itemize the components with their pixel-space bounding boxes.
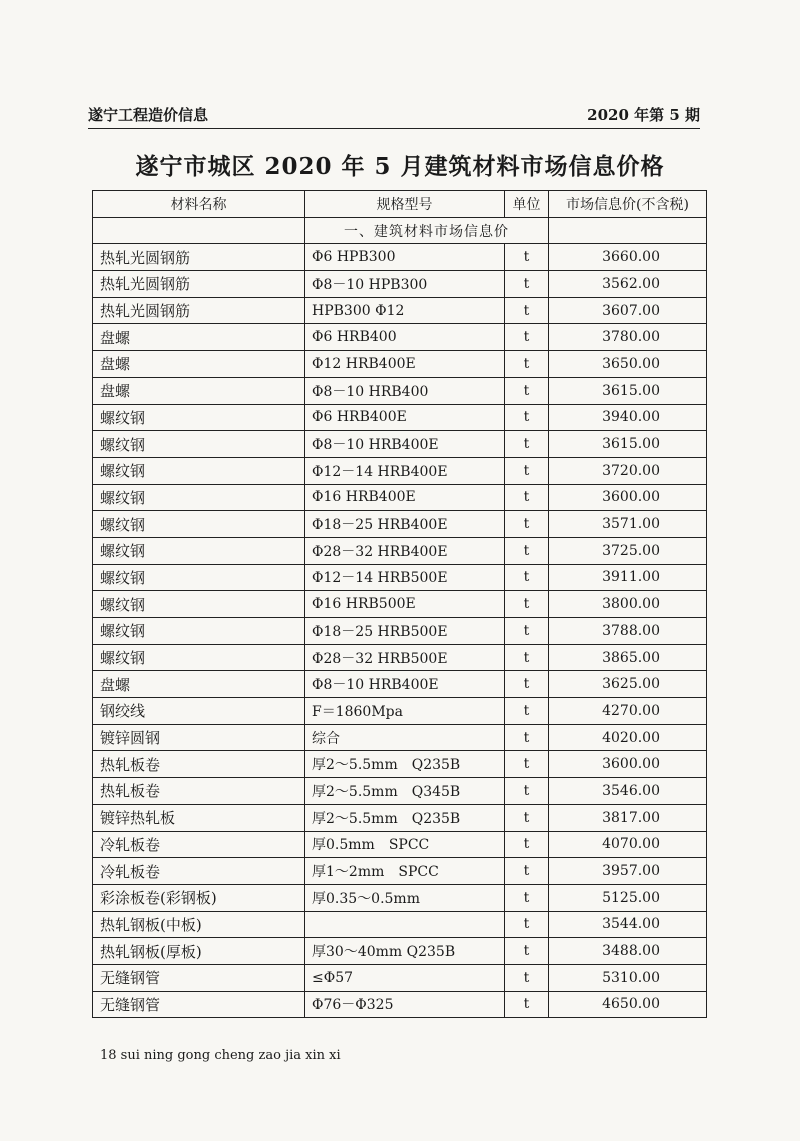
material-spec: 厚2～5.5mm Q235B xyxy=(305,804,505,831)
material-name: 钢绞线 xyxy=(93,698,305,725)
material-name: 螺纹钢 xyxy=(93,591,305,618)
material-price: 3600.00 xyxy=(549,484,707,511)
material-price: 3725.00 xyxy=(549,537,707,564)
material-unit: t xyxy=(505,911,549,938)
material-spec: ≤Φ57 xyxy=(305,964,505,991)
material-unit: t xyxy=(505,671,549,698)
material-name: 螺纹钢 xyxy=(93,537,305,564)
material-unit: t xyxy=(505,591,549,618)
page-title: 遂宁市城区 2020 年 5 月建筑材料市场信息价格 xyxy=(135,153,665,180)
material-name: 热轧光圆钢筋 xyxy=(93,271,305,298)
material-price: 3780.00 xyxy=(549,324,707,351)
material-price: 3865.00 xyxy=(549,644,707,671)
table-row xyxy=(93,698,707,725)
material-unit: t xyxy=(505,644,549,671)
material-price: 5310.00 xyxy=(549,964,707,991)
table-row xyxy=(93,778,707,805)
table-row xyxy=(93,671,707,698)
material-name: 热轧板卷 xyxy=(93,751,305,778)
table-row xyxy=(93,484,707,511)
material-name: 热轧光圆钢筋 xyxy=(93,297,305,324)
col-header-spec: 规格型号 xyxy=(305,191,505,218)
table-row xyxy=(93,804,707,831)
material-spec: 厚1～2mm SPCC xyxy=(305,858,505,885)
material-spec: Φ18－25 HRB500E xyxy=(305,618,505,645)
material-price: 3720.00 xyxy=(549,457,707,484)
material-unit: t xyxy=(505,431,549,458)
material-spec: Φ28－32 HRB500E xyxy=(305,644,505,671)
table-row xyxy=(93,831,707,858)
material-spec: 厚2～5.5mm Q345B xyxy=(305,778,505,805)
material-spec: Φ8－10 HRB400E xyxy=(305,671,505,698)
material-name: 盘螺 xyxy=(93,324,305,351)
material-price: 3615.00 xyxy=(549,431,707,458)
table-row xyxy=(93,537,707,564)
material-spec: Φ16 HRB500E xyxy=(305,591,505,618)
material-name: 镀锌热轧板 xyxy=(93,804,305,831)
material-name: 无缝钢管 xyxy=(93,991,305,1018)
material-name: 螺纹钢 xyxy=(93,431,305,458)
col-header-unit: 单位 xyxy=(505,191,549,218)
material-spec: Φ28－32 HRB400E xyxy=(305,537,505,564)
material-unit: t xyxy=(505,991,549,1018)
table-row xyxy=(93,618,707,645)
material-spec: Φ6 HRB400E xyxy=(305,404,505,431)
material-price: 3660.00 xyxy=(549,244,707,271)
material-unit: t xyxy=(505,297,549,324)
material-unit: t xyxy=(505,831,549,858)
material-name: 螺纹钢 xyxy=(93,404,305,431)
material-name: 镀锌圆钢 xyxy=(93,724,305,751)
publication-name: 遂宁工程造价信息 xyxy=(88,106,209,124)
material-price: 3817.00 xyxy=(549,804,707,831)
material-spec: Φ76－Φ325 xyxy=(305,991,505,1018)
section-label: 一、建筑材料市场信息价 xyxy=(305,217,549,244)
material-price: 3650.00 xyxy=(549,351,707,378)
material-spec: 厚2～5.5mm Q235B xyxy=(305,751,505,778)
material-unit: t xyxy=(505,858,549,885)
material-unit: t xyxy=(505,457,549,484)
material-price: 4070.00 xyxy=(549,831,707,858)
material-name: 螺纹钢 xyxy=(93,618,305,645)
material-unit: t xyxy=(505,751,549,778)
material-name: 彩涂板卷(彩钢板) xyxy=(93,884,305,911)
material-price: 3562.00 xyxy=(549,271,707,298)
material-name: 冷轧板卷 xyxy=(93,831,305,858)
material-price: 4020.00 xyxy=(549,724,707,751)
material-spec: Φ8－10 HRB400E xyxy=(305,431,505,458)
table-row xyxy=(93,457,707,484)
material-name: 盘螺 xyxy=(93,671,305,698)
material-price: 3788.00 xyxy=(549,618,707,645)
material-spec: Φ18－25 HRB400E xyxy=(305,511,505,538)
material-name: 热轧板卷 xyxy=(93,778,305,805)
material-price: 3615.00 xyxy=(549,377,707,404)
material-name: 螺纹钢 xyxy=(93,484,305,511)
table-row xyxy=(93,431,707,458)
material-price: 3544.00 xyxy=(549,911,707,938)
material-name: 热轧钢板(厚板) xyxy=(93,938,305,965)
table-row xyxy=(93,964,707,991)
material-price: 3546.00 xyxy=(549,778,707,805)
table-row xyxy=(93,858,707,885)
material-spec: Φ8－10 HPB300 xyxy=(305,271,505,298)
material-price: 3800.00 xyxy=(549,591,707,618)
material-name: 盘螺 xyxy=(93,377,305,404)
table-header-row xyxy=(93,191,707,218)
table-row xyxy=(93,244,707,271)
table-row xyxy=(93,351,707,378)
table-row xyxy=(93,297,707,324)
material-spec: F＝1860Mpa xyxy=(305,698,505,725)
material-name: 螺纹钢 xyxy=(93,457,305,484)
material-price: 4650.00 xyxy=(549,991,707,1018)
table-row xyxy=(93,644,707,671)
material-name: 盘螺 xyxy=(93,351,305,378)
material-spec: 厚0.35～0.5mm xyxy=(305,884,505,911)
material-spec: Φ8－10 HRB400 xyxy=(305,377,505,404)
material-price: 3571.00 xyxy=(549,511,707,538)
material-unit: t xyxy=(505,404,549,431)
material-spec: Φ12 HRB400E xyxy=(305,351,505,378)
material-unit: t xyxy=(505,511,549,538)
table-row xyxy=(93,938,707,965)
material-unit: t xyxy=(505,537,549,564)
section-row xyxy=(93,217,707,244)
table-row xyxy=(93,377,707,404)
material-name: 螺纹钢 xyxy=(93,564,305,591)
material-spec: Φ6 HPB300 xyxy=(305,244,505,271)
material-unit: t xyxy=(505,698,549,725)
material-unit: t xyxy=(505,244,549,271)
material-unit: t xyxy=(505,778,549,805)
material-unit: t xyxy=(505,324,549,351)
table-row xyxy=(93,911,707,938)
material-spec: 厚30～40mm Q235B xyxy=(305,938,505,965)
table-row xyxy=(93,884,707,911)
material-name: 热轧钢板(中板) xyxy=(93,911,305,938)
material-unit: t xyxy=(505,804,549,831)
table-row xyxy=(93,324,707,351)
material-price: 3625.00 xyxy=(549,671,707,698)
material-name: 螺纹钢 xyxy=(93,511,305,538)
table-row xyxy=(93,591,707,618)
material-unit: t xyxy=(505,724,549,751)
material-price: 3940.00 xyxy=(549,404,707,431)
material-spec: 厚0.5mm SPCC xyxy=(305,831,505,858)
table-row xyxy=(93,991,707,1018)
material-price: 5125.00 xyxy=(549,884,707,911)
table-row xyxy=(93,271,707,298)
table-row xyxy=(93,751,707,778)
material-unit: t xyxy=(505,351,549,378)
issue-number: 2020 年第 5 期 xyxy=(587,106,700,124)
material-spec xyxy=(305,911,505,938)
page-header xyxy=(88,102,700,129)
material-spec: HPB300 Φ12 xyxy=(305,297,505,324)
material-price: 3607.00 xyxy=(549,297,707,324)
material-price: 3600.00 xyxy=(549,751,707,778)
material-unit: t xyxy=(505,964,549,991)
material-name: 冷轧板卷 xyxy=(93,858,305,885)
material-unit: t xyxy=(505,618,549,645)
material-name: 螺纹钢 xyxy=(93,644,305,671)
material-unit: t xyxy=(505,484,549,511)
material-name: 无缝钢管 xyxy=(93,964,305,991)
material-spec: 综合 xyxy=(305,724,505,751)
table-row xyxy=(93,404,707,431)
material-spec: Φ12－14 HRB400E xyxy=(305,457,505,484)
material-price: 3957.00 xyxy=(549,858,707,885)
material-spec: Φ16 HRB400E xyxy=(305,484,505,511)
material-price: 3911.00 xyxy=(549,564,707,591)
material-name: 热轧光圆钢筋 xyxy=(93,244,305,271)
price-table xyxy=(92,190,707,1018)
table-row xyxy=(93,564,707,591)
material-spec: Φ6 HRB400 xyxy=(305,324,505,351)
material-unit: t xyxy=(505,884,549,911)
material-price: 4270.00 xyxy=(549,698,707,725)
material-unit: t xyxy=(505,938,549,965)
material-unit: t xyxy=(505,564,549,591)
material-unit: t xyxy=(505,271,549,298)
table-row xyxy=(93,724,707,751)
material-price: 3488.00 xyxy=(549,938,707,965)
col-header-price: 市场信息价(不含税) xyxy=(549,191,707,218)
page-footer: 18 sui ning gong cheng zao jia xin xi xyxy=(100,1048,341,1063)
table-row xyxy=(93,511,707,538)
material-unit: t xyxy=(505,377,549,404)
col-header-name: 材料名称 xyxy=(93,191,305,218)
material-spec: Φ12－14 HRB500E xyxy=(305,564,505,591)
